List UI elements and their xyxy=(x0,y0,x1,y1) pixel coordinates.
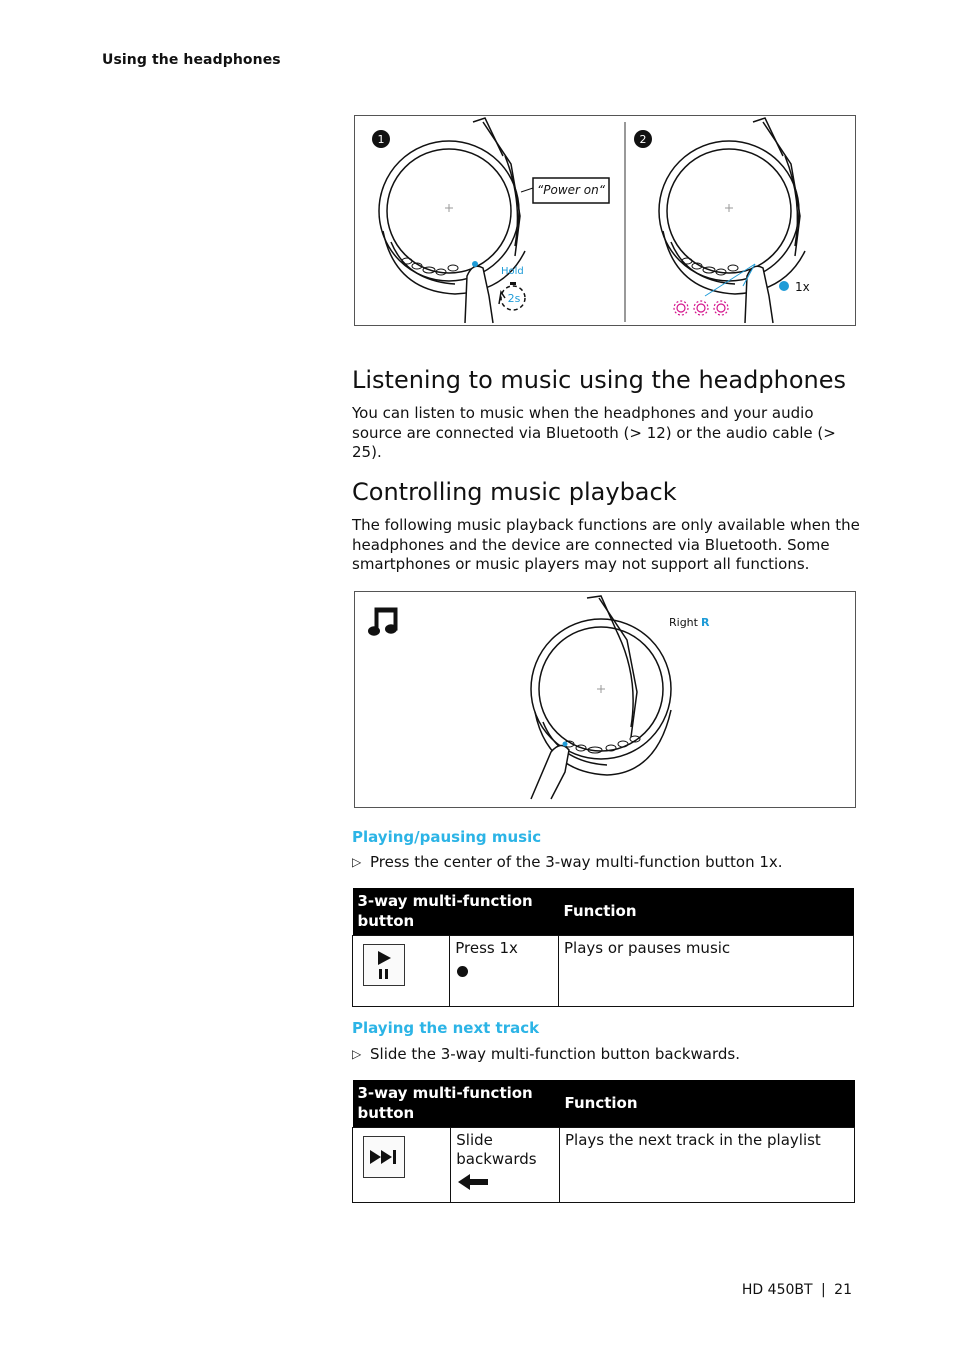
side-label: Right xyxy=(669,616,698,629)
finger-1 xyxy=(465,266,493,323)
action-label: Press 1x xyxy=(455,939,518,957)
svg-text:2: 2 xyxy=(639,133,647,146)
action-cell xyxy=(451,1128,560,1203)
product-name: HD 450BT xyxy=(741,1282,813,1298)
column-header-function: Function xyxy=(559,888,854,936)
play-pause-icon xyxy=(363,944,405,986)
center-sparkle-icon-2 xyxy=(725,204,733,212)
playback-illustration xyxy=(355,592,855,807)
function-cell: Plays the next track in the playlist xyxy=(560,1128,855,1203)
column-header-button: 3-way multi-function button xyxy=(353,1080,560,1128)
power-on-figure xyxy=(354,115,856,326)
svg-text:1: 1 xyxy=(377,133,385,146)
table-row xyxy=(353,1128,855,1203)
button-icon-cell xyxy=(353,1128,451,1203)
hold-label: Hold xyxy=(501,266,524,277)
button-press-dot-3 xyxy=(563,742,568,747)
play-pause-step xyxy=(352,853,783,871)
next-track-table xyxy=(352,1080,855,1203)
step-arrow-icon: ▷ xyxy=(352,1047,362,1061)
led-count-label: 1x xyxy=(795,280,810,294)
music-note-icon xyxy=(369,608,398,635)
controlling-title: Controlling music playback xyxy=(352,478,677,506)
column-header-button: 3-way multi-function button xyxy=(353,888,559,936)
finger-3 xyxy=(531,745,569,799)
running-header: Using the headphones xyxy=(102,52,281,68)
play-pause-step-text: Press the center of the 3-way multi-function button 1x. xyxy=(370,853,783,871)
listening-body: You can listen to music when the headphones and your audio source are connected via Bluetooth (> 12) or the audio cable (> 25). xyxy=(352,404,836,461)
listening-title: Listening to music using the headphones xyxy=(352,366,846,394)
play-pause-heading: Playing/pausing music xyxy=(352,828,542,846)
controlling-body: The following music playback functions are only available when the headphones and the device are connected via Bluetooth. Some smartphones or music players may not support all functions. xyxy=(352,516,860,573)
arrow-left-icon xyxy=(456,1173,554,1196)
next-track-step xyxy=(352,1045,740,1063)
next-track-step-text: Slide the 3-way multi-function button backwards. xyxy=(370,1045,740,1063)
function-cell: Plays or pauses music xyxy=(559,936,854,1007)
step-arrow-icon: ▷ xyxy=(352,855,362,869)
press-dot-icon xyxy=(457,966,468,977)
page-number: 21 xyxy=(834,1282,852,1298)
center-sparkle-icon xyxy=(445,204,453,212)
table-row xyxy=(353,936,854,1007)
led-indicator-icon xyxy=(779,281,789,291)
table-header-row xyxy=(353,888,854,936)
column-header-function: Function xyxy=(560,1080,855,1128)
magenta-led-flash-icon xyxy=(674,301,728,315)
button-press-dot-1 xyxy=(472,261,478,267)
power-on-illustration xyxy=(355,116,855,325)
play-pause-table xyxy=(352,888,854,1007)
button-icon-cell xyxy=(353,936,450,1007)
step-2-marker xyxy=(634,130,652,148)
next-track-heading: Playing the next track xyxy=(352,1019,540,1037)
action-cell xyxy=(450,936,559,1007)
duration-label: 2s xyxy=(507,292,521,305)
footer-separator: | xyxy=(821,1282,826,1298)
headphone-right-illustration xyxy=(659,118,805,294)
center-sparkle-icon-3 xyxy=(597,685,605,693)
table-header-row xyxy=(353,1080,855,1128)
skip-next-icon xyxy=(363,1136,405,1178)
playback-figure xyxy=(354,591,856,808)
side-letter: R xyxy=(701,616,710,629)
step-1-marker xyxy=(372,130,390,148)
page-footer xyxy=(742,1282,852,1298)
action-label: Slide backwards xyxy=(456,1131,537,1168)
svg-text:“Power on“: “Power on“ xyxy=(537,183,605,197)
